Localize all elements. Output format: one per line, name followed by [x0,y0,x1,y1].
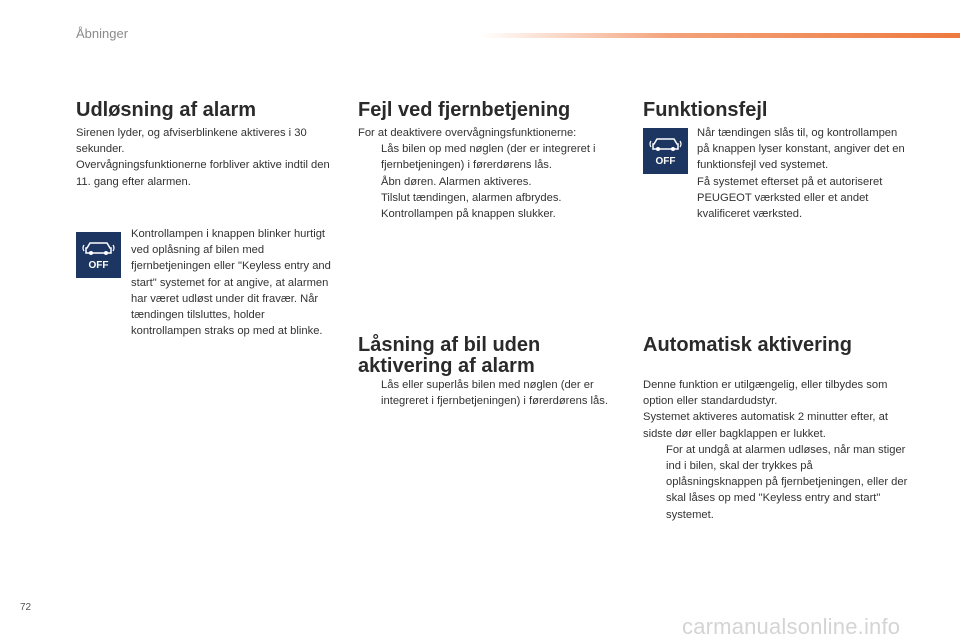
lock-without-alarm-bullet: Lås eller superlås bilen med nøglen (der er integreret i fjernbetjeningen) i førerdørens lås. [381,379,608,408]
alarm-off-label: OFF [88,260,109,271]
chapter-title: Åbninger [76,26,129,41]
remote-fault-bullet: Lås bilen op med nøglen (der er integreret i fjernbetjeningen) i førerdørens lås. [381,143,596,172]
alarm-release-icon-text: Kontrollampen i knappen blinker hurtigt ved oplåsning af bilen med fjernbetjeningen eller "Keyless entry and start" systemet for at angive, at alarmen har været udløst under dit fravær. Når tændingen tilsluttes, holder kontrollampen straks op med at blinke. [131,228,331,338]
malfunction-icon-text [697,125,907,222]
remote-fault-body [358,125,623,222]
malfunction-title: Funktionsfejl [643,99,768,121]
remote-fault-bullet: Åbn døren. Alarmen aktiveres. [381,175,532,188]
watermark: carmanualsonline.info [682,614,901,639]
auto-activation-para2: Systemet aktiveres automatisk 2 minutter efter, at sidste dør eller bagklappen er lukket. [643,411,888,440]
auto-activation-para1: Denne funktion er utilgængelig, eller tilbydes som option eller standardudstyr. [643,379,888,408]
alarm-off-label: OFF [655,156,676,167]
alarm-off-icon [76,232,121,278]
auto-activation-bullet: For at undgå at alarmen udløses, når man stiger ind i bilen, skal der trykkes på oplåsningsknappen på fjernbetjeningen, eller der skal låses op med "Keyless entry and start" systemet. [666,443,908,521]
lock-without-alarm-body [358,377,623,409]
alarm-release-para2: Overvågningsfunktionerne forbliver aktive indtil den 11. gang efter alarmen. [76,159,330,188]
alarm-off-icon [643,128,688,174]
alarm-release-title: Udløsning af alarm [76,99,257,121]
remote-fault-bullet: Tilslut tændingen, alarmen afbrydes. Kontrollampen på knappen slukker. [381,191,562,221]
alarm-release-body [76,125,336,190]
lock-without-alarm-title: Låsning af bil uden aktivering af alarm [358,334,541,377]
remote-fault-intro: For at deaktivere overvågningsfunktionerne: [358,127,577,139]
remote-fault-title: Fejl ved fjernbetjening [358,99,571,121]
malfunction-para2: Få systemet efterset på et autoriseret PEUGEOT værksted eller et andet kvalificeret værksted. [697,175,883,221]
alarm-release-para1: Sirenen lyder, og afviserblinkene aktiveres i 30 sekunder. [76,127,307,156]
auto-activation-body [643,377,908,523]
auto-activation-title: Automatisk aktivering [643,334,852,356]
malfunction-para1: Når tændingen slås til, og kontrollampen på knappen lyser konstant, angiver det en funktionsfejl ved systemet. [697,127,905,172]
header-accent-bar [480,33,960,38]
page-number: 72 [20,602,32,613]
